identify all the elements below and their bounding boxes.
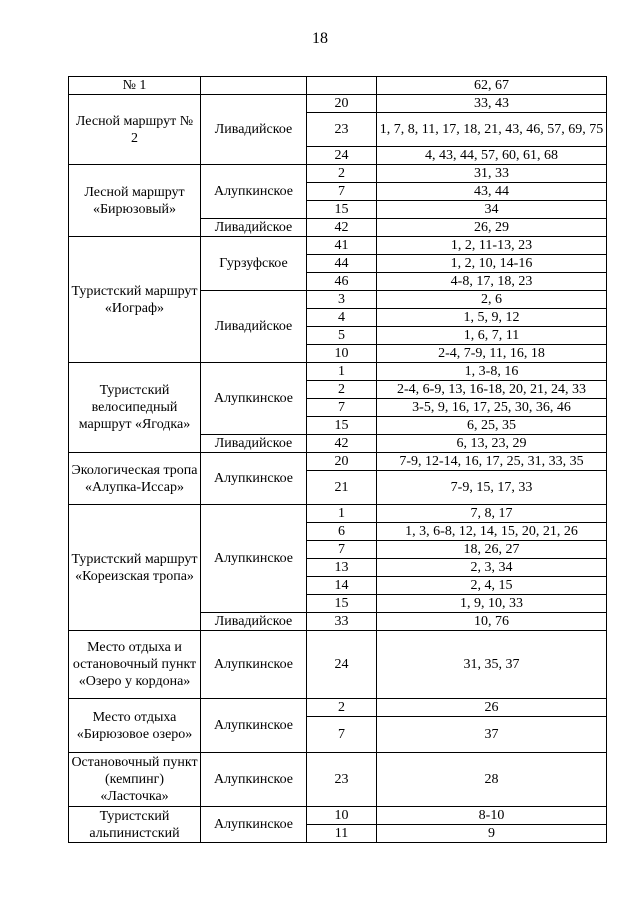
sections-cell: 2, 4, 15 [377, 577, 607, 595]
table-row [69, 165, 607, 183]
sections-cell: 1, 6, 7, 11 [377, 327, 607, 345]
table-row [69, 95, 607, 113]
sections-cell: 18, 26, 27 [377, 541, 607, 559]
quarter-cell: 10 [307, 345, 377, 363]
sections-cell: 1, 7, 8, 11, 17, 18, 21, 43, 46, 57, 69, 75 [377, 113, 607, 147]
forestry-cell: Алупкинское [201, 753, 307, 807]
object-name-cell: Туристский маршрут «Кореизская тропа» [69, 505, 201, 631]
quarter-cell: 7 [307, 717, 377, 753]
quarter-cell: 24 [307, 147, 377, 165]
forestry-cell: Алупкинское [201, 363, 307, 435]
table-row [69, 699, 607, 717]
forestry-cell: Ливадийское [201, 219, 307, 237]
quarter-cell: 10 [307, 807, 377, 825]
sections-cell: 1, 5, 9, 12 [377, 309, 607, 327]
object-name-cell: Туристский маршрут «Иограф» [69, 237, 201, 363]
quarter-cell: 1 [307, 363, 377, 381]
table-row [69, 807, 607, 825]
quarter-cell: 42 [307, 435, 377, 453]
forestry-cell: Ливадийское [201, 613, 307, 631]
quarter-cell: 23 [307, 753, 377, 807]
quarter-cell: 2 [307, 699, 377, 717]
sections-cell: 2-4, 7-9, 11, 16, 18 [377, 345, 607, 363]
sections-cell: 7, 8, 17 [377, 505, 607, 523]
quarter-cell: 15 [307, 417, 377, 435]
quarter-cell: 7 [307, 399, 377, 417]
zones-table [68, 76, 607, 843]
quarter-cell: 5 [307, 327, 377, 345]
table-row [69, 753, 607, 807]
forestry-cell: Гурзуфское [201, 237, 307, 291]
sections-cell: 43, 44 [377, 183, 607, 201]
page-number: 18 [312, 30, 328, 47]
sections-cell: 3-5, 9, 16, 17, 25, 30, 36, 46 [377, 399, 607, 417]
table-row [69, 237, 607, 255]
sections-cell: 1, 2, 11-13, 23 [377, 237, 607, 255]
object-name-cell: Лесной маршрут «Бирюзовый» [69, 165, 201, 237]
table-row [69, 631, 607, 699]
sections-cell: 6, 25, 35 [377, 417, 607, 435]
quarter-cell: 2 [307, 381, 377, 399]
sections-cell: 10, 76 [377, 613, 607, 631]
forestry-cell: Алупкинское [201, 699, 307, 753]
sections-cell: 26, 29 [377, 219, 607, 237]
sections-cell: 37 [377, 717, 607, 753]
quarter-cell: 4 [307, 309, 377, 327]
quarter-cell: 44 [307, 255, 377, 273]
sections-cell: 33, 43 [377, 95, 607, 113]
sections-cell: 7-9, 12-14, 16, 17, 25, 31, 33, 35 [377, 453, 607, 471]
sections-cell: 2-4, 6-9, 13, 16-18, 20, 21, 24, 33 [377, 381, 607, 399]
object-name-cell: № 1 [69, 77, 201, 95]
quarter-cell: 21 [307, 471, 377, 505]
table-row [69, 363, 607, 381]
sections-cell: 31, 35, 37 [377, 631, 607, 699]
quarter-cell [307, 77, 377, 95]
sections-cell: 1, 3-8, 16 [377, 363, 607, 381]
quarter-cell: 46 [307, 273, 377, 291]
object-name-cell: Место отдыха «Бирюзовое озеро» [69, 699, 201, 753]
quarter-cell: 20 [307, 95, 377, 113]
quarter-cell: 20 [307, 453, 377, 471]
quarter-cell: 1 [307, 505, 377, 523]
object-name-cell: Туристский альпинистский [69, 807, 201, 843]
table-row [69, 77, 607, 95]
quarter-cell: 2 [307, 165, 377, 183]
sections-cell: 2, 6 [377, 291, 607, 309]
forestry-cell: Алупкинское [201, 505, 307, 613]
forestry-cell: Ливадийское [201, 291, 307, 363]
sections-cell: 34 [377, 201, 607, 219]
object-name-cell: Место отдыха и остановочный пункт «Озеро у кордона» [69, 631, 201, 699]
sections-cell: 6, 13, 23, 29 [377, 435, 607, 453]
sections-cell: 1, 2, 10, 14-16 [377, 255, 607, 273]
object-name-cell: Туристский велосипедный маршрут «Ягодка» [69, 363, 201, 453]
sections-cell: 31, 33 [377, 165, 607, 183]
quarter-cell: 3 [307, 291, 377, 309]
quarter-cell: 6 [307, 523, 377, 541]
sections-cell: 8-10 [377, 807, 607, 825]
table-row [69, 505, 607, 523]
quarter-cell: 42 [307, 219, 377, 237]
sections-cell: 62, 67 [377, 77, 607, 95]
quarter-cell: 41 [307, 237, 377, 255]
sections-cell: 1, 9, 10, 33 [377, 595, 607, 613]
forestry-cell: Алупкинское [201, 165, 307, 219]
quarter-cell: 7 [307, 541, 377, 559]
quarter-cell: 23 [307, 113, 377, 147]
forestry-cell: Ливадийское [201, 435, 307, 453]
quarter-cell: 15 [307, 201, 377, 219]
forestry-cell: Алупкинское [201, 453, 307, 505]
quarter-cell: 33 [307, 613, 377, 631]
table-row [69, 453, 607, 471]
sections-cell: 4, 43, 44, 57, 60, 61, 68 [377, 147, 607, 165]
sections-cell: 26 [377, 699, 607, 717]
forestry-cell: Алупкинское [201, 631, 307, 699]
forestry-cell: Ливадийское [201, 95, 307, 165]
sections-cell: 7-9, 15, 17, 33 [377, 471, 607, 505]
forestry-cell [201, 77, 307, 95]
sections-cell: 9 [377, 825, 607, 843]
object-name-cell: Остановочный пункт (кемпинг) «Ласточка» [69, 753, 201, 807]
quarter-cell: 7 [307, 183, 377, 201]
forestry-cell: Алупкинское [201, 807, 307, 843]
object-name-cell: Экологическая тропа «Алупка-Иссар» [69, 453, 201, 505]
sections-cell: 2, 3, 34 [377, 559, 607, 577]
sections-cell: 4-8, 17, 18, 23 [377, 273, 607, 291]
quarter-cell: 15 [307, 595, 377, 613]
object-name-cell: Лесной маршрут № 2 [69, 95, 201, 165]
quarter-cell: 24 [307, 631, 377, 699]
sections-cell: 28 [377, 753, 607, 807]
sections-cell: 1, 3, 6-8, 12, 14, 15, 20, 21, 26 [377, 523, 607, 541]
quarter-cell: 14 [307, 577, 377, 595]
quarter-cell: 11 [307, 825, 377, 843]
quarter-cell: 13 [307, 559, 377, 577]
